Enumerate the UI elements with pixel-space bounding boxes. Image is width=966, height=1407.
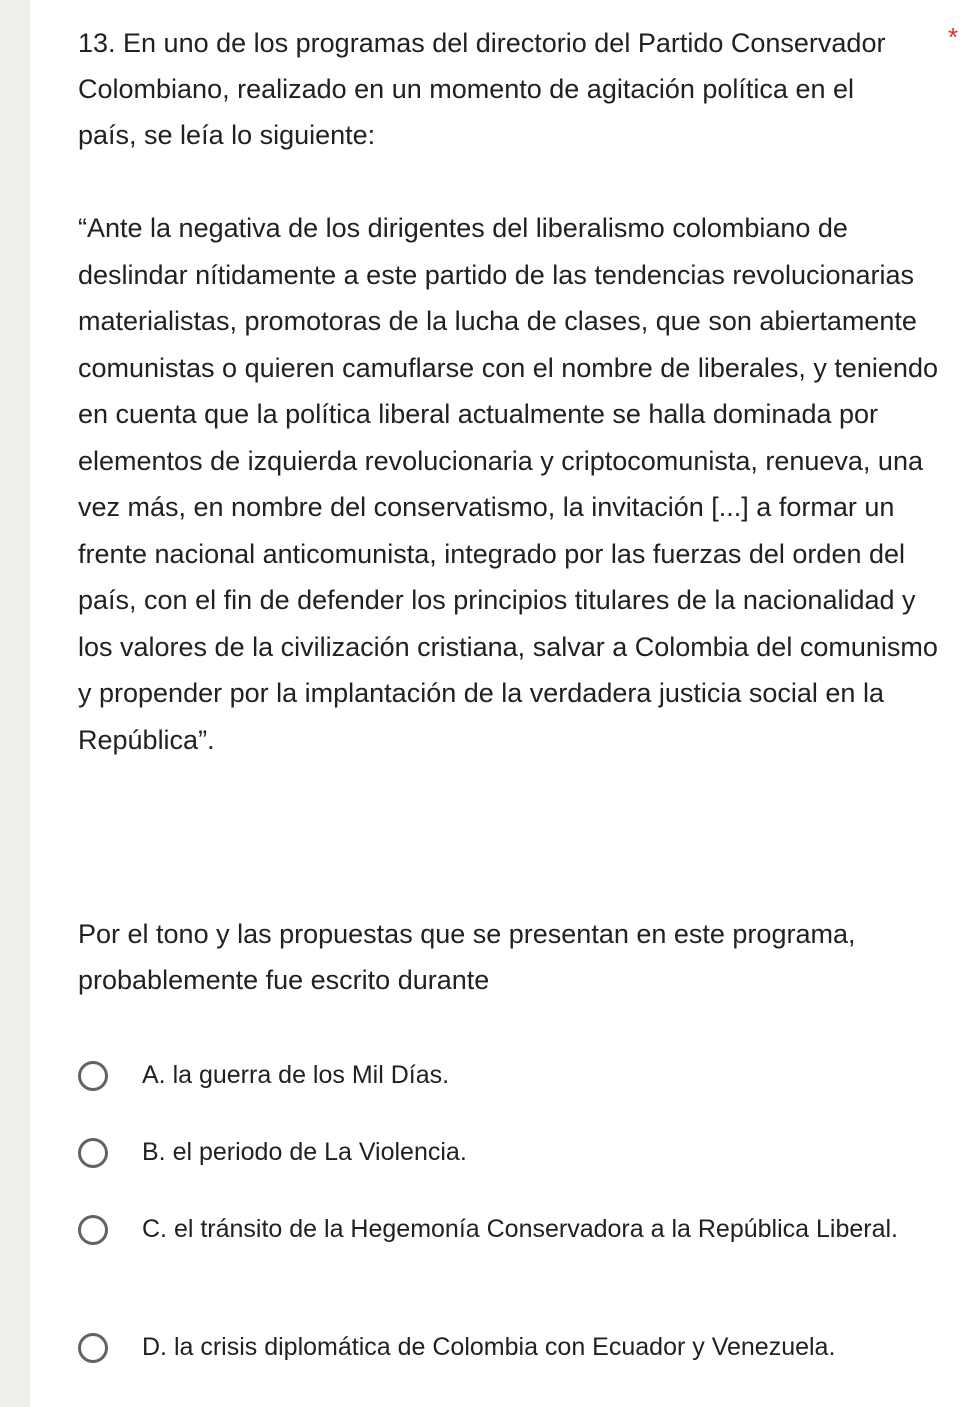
radio-button-d[interactable] (78, 1333, 108, 1363)
option-b[interactable] (78, 1131, 958, 1174)
option-b-label: B. el periodo de La Violencia. (142, 1138, 467, 1166)
question-prompt: Por el tono y las propuestas que se presentan en este programa, probablemente fue escrito durante (78, 919, 856, 995)
option-c[interactable] (78, 1208, 958, 1251)
option-d[interactable] (78, 1326, 958, 1369)
option-a[interactable] (78, 1054, 958, 1097)
question-quote: “Ante la negativa de los dirigentes del liberalismo colombiano de deslindar nítidamente a este partido de las tendencias revolucionarias materialistas, promotoras de la lucha de clases, que son abiertamente comunistas o quieren camuflarse con el nombre de liberales, y teniendo en cuenta que la política liberal actualmente se halla dominada por elementos de izquierda revolucionaria y criptocomunista, renueva, una vez más, en nombre del conservatismo, la invitación [...] a formar un frente nacional anticomunista, integrado por las fuerzas del orden del país, con el fin de defender los principios titulares de la nacionalidad y los valores de la civilización cristiana, salvar a Colombia del comunismo y propender por la implantación de la verdadera justicia social en la República”. (78, 213, 938, 755)
required-asterisk: * (948, 22, 959, 52)
radio-button-c[interactable] (78, 1215, 108, 1245)
option-c-label: C. el tránsito de la Hegemonía Conservadora a la República Liberal. (142, 1215, 898, 1243)
radio-button-b[interactable] (78, 1138, 108, 1168)
option-a-label: A. la guerra de los Mil Días. (142, 1061, 450, 1089)
question-card (30, 0, 966, 1407)
radio-button-a[interactable] (78, 1061, 108, 1091)
question-title: 13. En uno de los programas del directorio del Partido Conservador Colombiano, realizado en un momento de agitación política en el país, se leía lo siguiente: (78, 28, 886, 150)
option-d-label: D. la crisis diplomática de Colombia con Ecuador y Venezuela. (142, 1333, 836, 1361)
